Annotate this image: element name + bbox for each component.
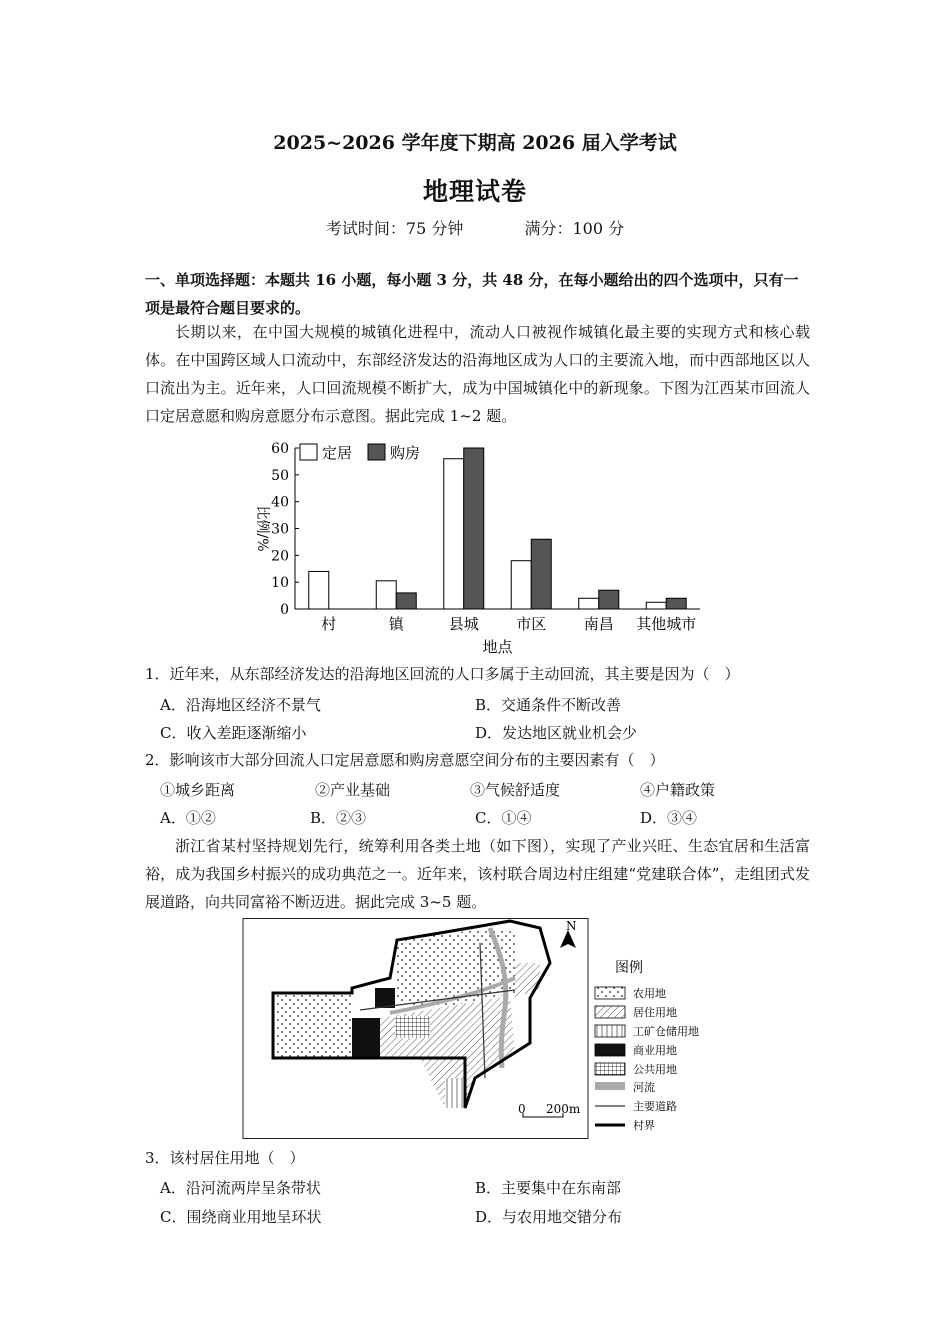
question-2 — [145, 746, 810, 774]
exam-time: 考试时间：75 分钟 — [325, 219, 464, 238]
bar-chart — [240, 432, 710, 662]
passage-2-text: 浙江省某村坚持规划先行，统筹利用各类土地（如下图），实现了产业兴旺、生态宜居和生活富裕，成为我国乡村振兴的成功典范之一。近年来，该村联合周边村庄组建“党建联合体”，走组团式发展道路，向共同富裕不断迈进。据此完成 3~5 题。 — [145, 837, 810, 911]
subject-title: 地理试卷 — [422, 177, 527, 206]
q2-stem: 2．影响该市大部分回流人口定居意愿和购房意愿空间分布的主要因素有（ ） — [145, 751, 665, 769]
legend-swatch-river — [595, 1082, 625, 1090]
section-heading: 一、单项选择题：本题共 16 小题，每小题 3 分，共 48 分，在每小题给出的四个选项中，只有一项是最符合题目要求的。 — [145, 271, 799, 317]
y-tick-label: 20 — [271, 548, 289, 565]
x-axis-label: 地点 — [482, 638, 513, 656]
q2-factor-1: ①城乡距离 — [160, 781, 236, 799]
chart-group — [254, 441, 700, 656]
y-tick-label: 30 — [271, 521, 289, 538]
bar-settle — [646, 602, 666, 609]
q2-option-c[interactable]: C．①④ — [475, 809, 532, 827]
legend-residential: 居住用地 — [633, 1006, 677, 1019]
bar-settle — [511, 561, 531, 609]
x-tick-label: 县城 — [448, 615, 479, 633]
x-tick-label: 镇 — [388, 615, 404, 633]
passage-1 — [145, 318, 810, 430]
commercial-zone — [352, 1018, 380, 1058]
x-tick-label: 南昌 — [583, 615, 614, 633]
bar-settle — [444, 459, 464, 609]
q2-factor-3: ③气候舒适度 — [470, 781, 561, 799]
question-1 — [145, 660, 810, 688]
q3-option-b[interactable]: B．主要集中在东南部 — [475, 1179, 622, 1197]
q1-option-a[interactable]: A．沿海地区经济不景气 — [160, 696, 321, 714]
q3-stem: 3．该村居住用地（ ） — [145, 1149, 305, 1167]
q2-factor-2: ②产业基础 — [315, 781, 391, 799]
exam-score: 满分：100 分 — [524, 219, 625, 238]
public-zone — [395, 1016, 430, 1038]
commercial-north — [375, 988, 395, 1008]
bar-buy — [464, 448, 484, 609]
q3-option-c[interactable]: C．围绕商业用地呈环状 — [160, 1208, 322, 1226]
bar-buy — [531, 539, 551, 609]
x-tick-label: 市区 — [516, 615, 547, 633]
industrial-zone — [445, 1078, 465, 1108]
legend-farmland: 农用地 — [633, 987, 666, 1000]
legend-title: 图例 — [615, 960, 643, 976]
x-tick-label: 村 — [321, 615, 337, 633]
legend-label-buy: 购房 — [390, 444, 421, 462]
exam-info — [0, 216, 950, 239]
legend-swatch-public — [595, 1063, 625, 1075]
legend-boundary: 村界 — [633, 1119, 655, 1132]
legend-road: 主要道路 — [633, 1100, 677, 1113]
legend-swatch-buy — [368, 444, 385, 460]
bar-buy — [666, 598, 686, 609]
q3-option-a[interactable]: A．沿河流两岸呈条带状 — [160, 1179, 321, 1197]
land-use-map — [240, 918, 710, 1140]
legend-industrial: 工矿仓储用地 — [633, 1025, 699, 1038]
passage-1-text: 长期以来，在中国大规模的城镇化进程中，流动人口被视作城镇化最主要的实现方式和核心载体。在中国跨区域人口流动中，东部经济发达的沿海地区成为人口的主要流入地，而中西部地区以人口流出为主。近年来，人口回流规模不断扩大，成为中国城镇化中的新现象。下图为江西某市回流人口定居意愿和购房意愿分布示意图。据此完成 1~2 题。 — [145, 323, 810, 425]
legend-river: 河流 — [633, 1081, 655, 1094]
legend-swatch-commercial — [595, 1044, 625, 1056]
bar-buy — [396, 593, 416, 609]
y-tick-label: 0 — [280, 602, 289, 618]
y-tick-label: 10 — [271, 575, 289, 592]
y-tick-label: 40 — [271, 494, 289, 511]
q1-option-b[interactable]: B．交通条件不断改善 — [475, 696, 622, 714]
x-tick-label: 其他城市 — [636, 615, 697, 633]
legend-swatch-settle — [300, 444, 317, 460]
legend-swatch-residential — [595, 1006, 625, 1018]
q1-option-d[interactable]: D．发达地区就业机会少 — [475, 724, 638, 742]
bar-settle — [376, 581, 396, 609]
q1-stem: 1．近年来，从东部经济发达的沿海地区回流的人口多属于主动回流，其主要是因为（ ） — [145, 665, 740, 683]
q3-option-d[interactable]: D．与农用地交错分布 — [475, 1208, 623, 1226]
y-axis-label: 比例/% — [254, 505, 270, 552]
bar-buy — [599, 590, 619, 609]
question-3 — [145, 1144, 810, 1172]
legend-swatch-industrial — [595, 1025, 625, 1037]
legend-public: 公共用地 — [633, 1063, 677, 1076]
farmland-west — [273, 993, 352, 1058]
legend-commercial: 商业用地 — [633, 1044, 677, 1057]
q2-option-b[interactable]: B．②③ — [310, 809, 367, 827]
scale-label: 200m — [546, 1102, 581, 1116]
legend — [595, 986, 699, 1132]
q1-option-c[interactable]: C．收入差距逐渐缩小 — [160, 724, 307, 742]
y-tick-label: 50 — [271, 467, 289, 484]
q2-option-a[interactable]: A．①② — [160, 809, 216, 827]
passage-2 — [145, 832, 810, 916]
north-label: N — [566, 919, 577, 933]
scale-zero: 0 — [518, 1102, 526, 1116]
y-tick-label: 60 — [271, 441, 289, 457]
bar-settle — [579, 598, 599, 609]
residential-east — [515, 963, 540, 998]
bar-settle — [309, 571, 329, 609]
exam-title: 2025~2026 学年度下期高 2026 届入学考试 — [273, 132, 677, 154]
q2-factor-4: ④户籍政策 — [640, 781, 716, 799]
legend-label-settle: 定居 — [322, 444, 353, 462]
q2-option-d[interactable]: D．③④ — [640, 809, 698, 827]
legend-swatch-farmland — [595, 987, 625, 999]
